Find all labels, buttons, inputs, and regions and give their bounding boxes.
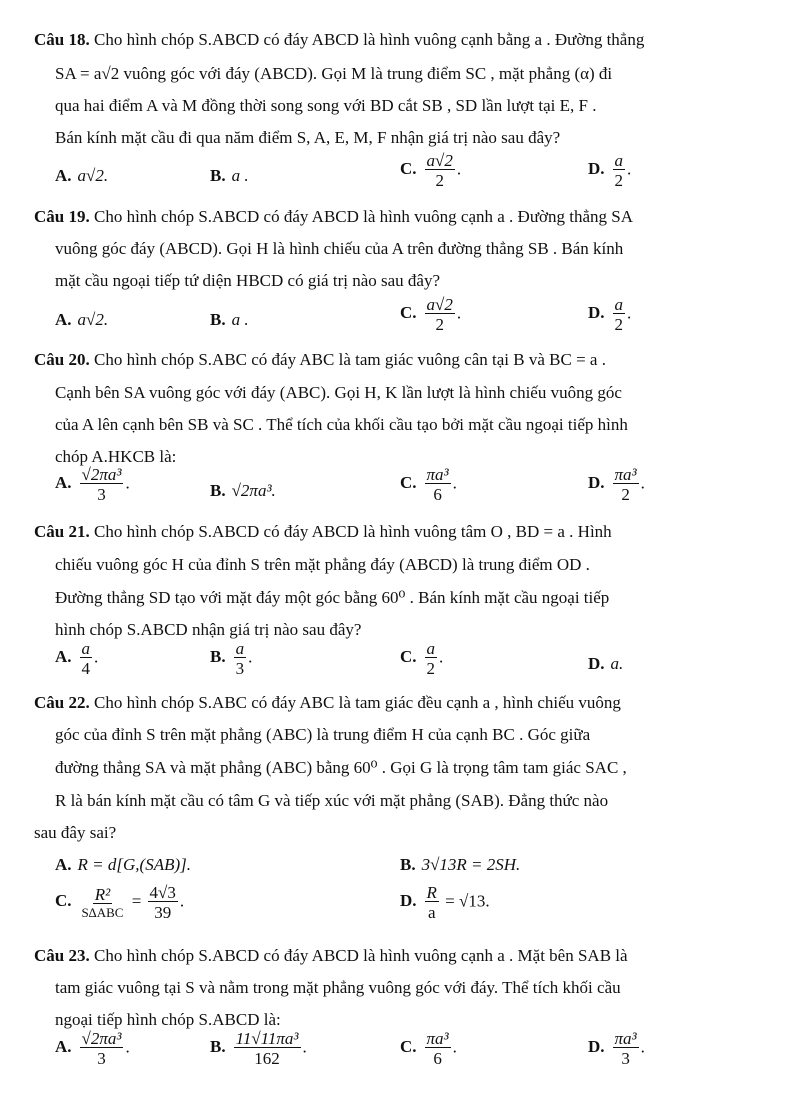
q20-option-c[interactable]: C. $\frac{\text{πa³}}{6}$ .	[400, 465, 457, 504]
fraction: $\frac{\text{πa³}}{6}$	[426, 1029, 449, 1068]
q23-line-2: tam giác vuông tại S và nằm trong mặt phẳng vuông góc với đáy. Thể tích khối cầu	[55, 978, 621, 997]
q22-number: Câu 22.	[34, 693, 90, 712]
fraction: $\frac{a}{3}$	[235, 639, 245, 678]
q21-text-1: Cho hình chóp S.ABCD có đáy ABCD là hình vuông tâm O , BD = a . Hình	[93, 522, 612, 541]
q22-line-1	[34, 693, 621, 713]
q22-option-c[interactable]: C. $\frac{\text{R²}}{\text{S∆ABC}}$ = $\frac{4√3}{39}$ .	[55, 883, 185, 922]
q23-number: Câu 23.	[34, 946, 90, 965]
fraction: $\frac{\text{πa³}}{3}$	[614, 1029, 637, 1068]
q19-option-a[interactable]: A. a√2.	[55, 310, 109, 329]
q19-option-d[interactable]: D. $\frac{a}{2}$ .	[588, 295, 632, 334]
q19-option-c[interactable]: C. $\frac{a√2}{2}$ .	[400, 295, 462, 334]
q21-number: Câu 21.	[34, 522, 90, 541]
q21-line-2: chiếu vuông góc H của đỉnh S trên mặt phẳng đáy (ABCD) là trung điểm OD .	[55, 555, 590, 574]
q22-line-4: R là bán kính mặt cầu có tâm G và tiếp xúc với mặt phẳng (SAB). Đẳng thức nào	[55, 791, 609, 810]
fraction: $\frac{a√2}{2}$	[426, 151, 453, 190]
q19-line-2: vuông góc đáy (ABCD). Gọi H là hình chiếu của A trên đường thẳng SB . Bán kính	[55, 239, 624, 258]
q18-option-b[interactable]: B. a .	[210, 166, 249, 185]
q18-line-2: SA = a√2 vuông góc với đáy (ABCD). Gọi M là trung điểm SC , mặt phẳng (α) đi	[55, 64, 613, 83]
q20-line-2: Cạnh bên SA vuông góc với đáy (ABC). Gọi H, K lần lượt là hình chiếu vuông góc	[55, 383, 622, 402]
q23-line-3: ngoại tiếp hình chóp S.ABCD là:	[55, 1010, 281, 1029]
q19-text-1: Cho hình chóp S.ABCD có đáy ABCD là hình vuông cạnh a . Đường thẳng SA	[93, 207, 634, 226]
q21-option-b[interactable]: B. $\frac{a}{3}$ .	[210, 639, 253, 678]
q21-option-d[interactable]: D. a.	[588, 654, 624, 673]
q20-line-3: của A lên cạnh bên SB và SC . Thể tích của khối cầu tạo bởi mặt cầu ngoại tiếp hình	[55, 415, 628, 434]
q20-option-a[interactable]: A. $\frac{\text{√2πa³}}{3}$ .	[55, 465, 130, 504]
q20-option-b[interactable]: B. √2πa³.	[210, 481, 276, 500]
q22-option-d[interactable]: D. $\frac{R}{a}$ = √13.	[400, 883, 490, 922]
q23-option-b[interactable]: B. $\frac{\text{11√11πa³}}{162}$ .	[210, 1029, 307, 1068]
q20-option-d[interactable]: D. $\frac{\text{πa³}}{2}$ .	[588, 465, 645, 504]
q19-option-b[interactable]: B. a .	[210, 310, 249, 329]
fraction: $\frac{a}{2}$	[426, 639, 436, 678]
fraction: $\frac{a}{2}$	[614, 295, 624, 334]
q18-option-a[interactable]: A. a√2.	[55, 166, 109, 185]
fraction: $\frac{4√3}{39}$	[149, 883, 176, 922]
q23-text-1: Cho hình chóp S.ABCD có đáy ABCD là hình vuông cạnh a . Mặt bên SAB là	[93, 946, 628, 965]
q18-text-1: Cho hình chóp S.ABCD có đáy ABCD là hình vuông cạnh bằng a . Đường thẳng	[93, 30, 645, 49]
fraction: $\frac{\text{R²}}{\text{S∆ABC}}$	[81, 885, 124, 920]
fraction: $\frac{a√2}{2}$	[426, 295, 453, 334]
q23-option-a[interactable]: A. $\frac{\text{√2πa³}}{3}$ .	[55, 1029, 130, 1068]
fraction: $\frac{a}{4}$	[81, 639, 91, 678]
fraction: $\frac{\text{√2πa³}}{3}$	[81, 1029, 122, 1068]
q20-text-1: Cho hình chóp S.ABC có đáy ABC là tam giác vuông cân tại B và BC = a .	[93, 350, 606, 369]
q20-number: Câu 20.	[34, 350, 90, 369]
q21-option-c[interactable]: C. $\frac{a}{2}$ .	[400, 639, 444, 678]
q19-line-3: mặt cầu ngoại tiếp tứ diện HBCD có giá trị nào sau đây?	[55, 271, 440, 290]
fraction: $\frac{R}{a}$	[426, 883, 437, 922]
q18-number: Câu 18.	[34, 30, 90, 49]
q18-option-d[interactable]: D. $\frac{a}{2}$ .	[588, 151, 632, 190]
q21-line-3: Đường thẳng SD tạo với mặt đáy một góc bằng 60⁰ . Bán kính mặt cầu ngoại tiếp	[55, 588, 610, 607]
fraction: $\frac{\text{11√11πa³}}{162}$	[235, 1029, 299, 1068]
q18-line-4: Bán kính mặt cầu đi qua năm điểm S, A, E, M, F nhận giá trị nào sau đây?	[55, 128, 561, 147]
q22-option-b[interactable]: B. 3√13R = 2SH.	[400, 855, 521, 874]
q18-option-c[interactable]: C. $\frac{a√2}{2}$ .	[400, 151, 462, 190]
q22-line-3: đường thẳng SA và mặt phẳng (ABC) bằng 60⁰ . Gọi G là trọng tâm tam giác SAC ,	[55, 758, 627, 777]
fraction: $\frac{\text{√2πa³}}{3}$	[81, 465, 122, 504]
q22-line-5: sau đây sai?	[34, 823, 117, 842]
q21-option-a[interactable]: A. $\frac{a}{4}$ .	[55, 639, 99, 678]
q18-line-1	[34, 30, 644, 50]
q22-option-a[interactable]: A. R = d[G,(SAB)].	[55, 855, 191, 874]
q20-line-1	[34, 350, 606, 370]
q23-option-d[interactable]: D. $\frac{\text{πa³}}{3}$ .	[588, 1029, 645, 1068]
q19-number: Câu 19.	[34, 207, 90, 226]
q21-line-1	[34, 522, 612, 542]
q22-line-2: góc của đỉnh S trên mặt phẳng (ABC) là trung điểm H của cạnh BC . Góc giữa	[55, 725, 591, 744]
q19-line-1	[34, 207, 633, 227]
q21-line-4: hình chóp S.ABCD nhận giá trị nào sau đây?	[55, 620, 362, 639]
fraction: $\frac{\text{πa³}}{6}$	[426, 465, 449, 504]
q18-line-3: qua hai điểm A và M đồng thời song song với BD cắt SB , SD lần lượt tại E, F .	[55, 96, 597, 115]
q23-line-1	[34, 946, 628, 966]
q23-option-c[interactable]: C. $\frac{\text{πa³}}{6}$ .	[400, 1029, 457, 1068]
q20-line-4: chóp A.HKCB là:	[55, 447, 177, 466]
fraction: $\frac{\text{πa³}}{2}$	[614, 465, 637, 504]
fraction: $\frac{a}{2}$	[614, 151, 624, 190]
q22-text-1: Cho hình chóp S.ABC có đáy ABC là tam giác đều cạnh a , hình chiếu vuông	[93, 693, 621, 712]
